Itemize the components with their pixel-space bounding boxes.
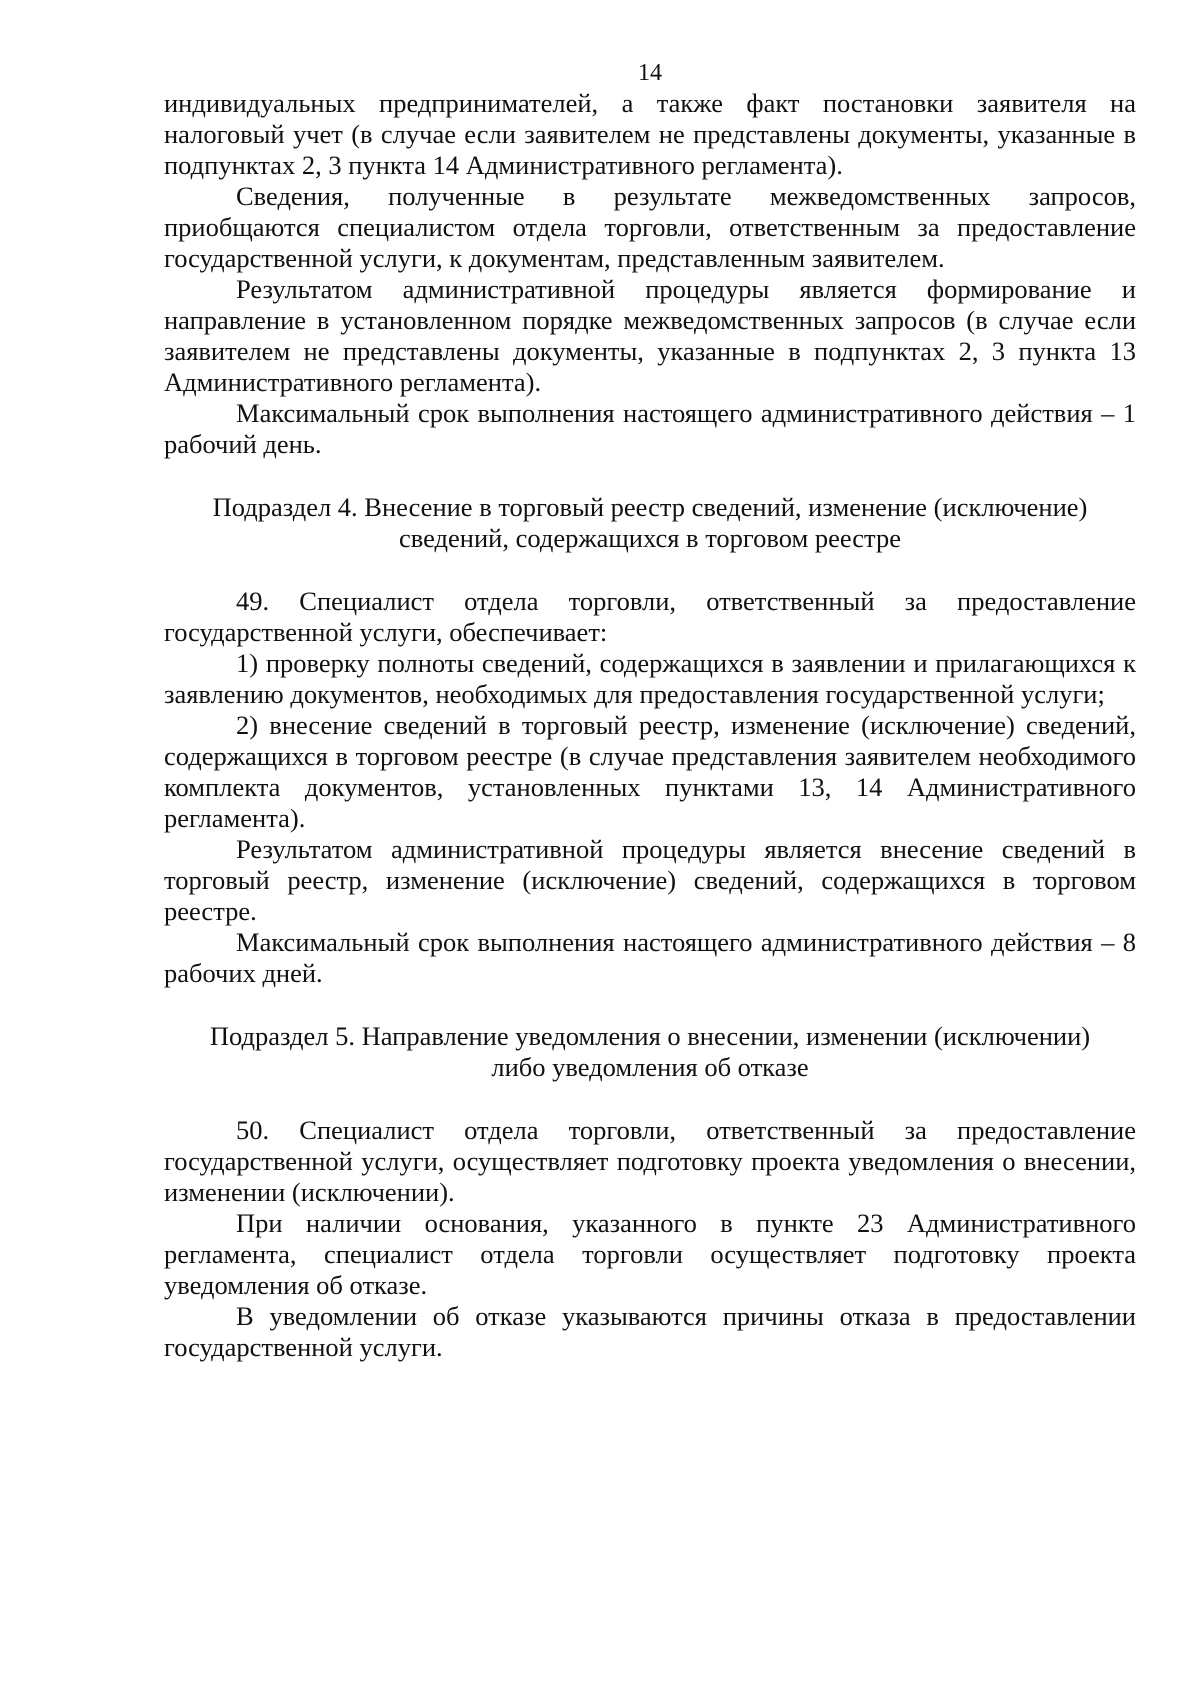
paragraph-procedure-result: Результатом административной процедуры является внесение сведений в торговый реестр, изменение (исключение) сведений, содержащихся в торговом реестре. [164, 834, 1136, 926]
document-page [164, 58, 1136, 1363]
section-4-body [164, 586, 1136, 989]
paragraph-refusal-reasons: В уведомлении об отказе указываются причины отказа в предоставлении государственной услуги. [164, 1301, 1136, 1362]
clause-50: 50. Специалист отдела торговли, ответственный за предоставление государственной услуги, осуществляет подготовку проекта уведомления о внесении, изменении (исключении). [164, 1115, 1136, 1207]
clause-49-item-2: 2) внесение сведений в торговый реестр, изменение (исключение) сведений, содержащихся в торговом реестре (в случае представления заявителем необходимого комплекта документов, установленных пунктами 13, 14 Административного регламента). [164, 710, 1136, 833]
paragraph-refusal-basis: При наличии основания, указанного в пункте 23 Административного регламента, специалист отдела торговли осуществляет подготовку проекта уведомления об отказе. [164, 1208, 1136, 1300]
intro-block [164, 88, 1136, 460]
section-5-heading-line1: Подраздел 5. Направление уведомления о внесении, изменении (исключении) [209, 1021, 1091, 1051]
section-5-heading-line2: либо уведомления об отказе [491, 1052, 809, 1082]
section-4-heading [164, 492, 1136, 554]
clause-49-item-1: 1) проверку полноты сведений, содержащихся в заявлении и прилагающихся к заявлению документов, необходимых для предоставления государственной услуги; [164, 648, 1136, 709]
page-number: 14 [638, 60, 662, 86]
paragraph-continuation: индивидуальных предпринимателей, а также факт постановки заявителя на налоговый учет (в случае если заявителем не представлены документы, указанные в подпунктах 2, 3 пункта 14 Административного регламента). [164, 88, 1136, 180]
paragraph-max-term: Максимальный срок выполнения настоящего административного действия – 1 рабочий день. [164, 398, 1136, 459]
paragraph-procedure-result: Результатом административной процедуры является формирование и направление в установленном порядке межведомственных запросов (в случае если заявителем не представлены документы, указанные в подпунктах 2, 3 пункта 13 Административного регламента). [164, 274, 1136, 397]
section-4-heading-line2: сведений, содержащихся в торговом реестре [399, 523, 901, 553]
section-5-heading [164, 1021, 1136, 1083]
clause-49: 49. Специалист отдела торговли, ответственный за предоставление государственной услуги, обеспечивает: [164, 586, 1136, 647]
section-4-heading-line1: Подраздел 4. Внесение в торговый реестр сведений, изменение (исключение) [212, 492, 1088, 522]
section-5-body [164, 1115, 1136, 1363]
paragraph-max-term: Максимальный срок выполнения настоящего административного действия – 8 рабочих дней. [164, 927, 1136, 988]
paragraph-interagency-info: Сведения, полученные в результате межведомственных запросов, приобщаются специалистом отдела торговли, ответственным за предоставление государственной услуги, к документам, представленным заявителем. [164, 181, 1136, 273]
